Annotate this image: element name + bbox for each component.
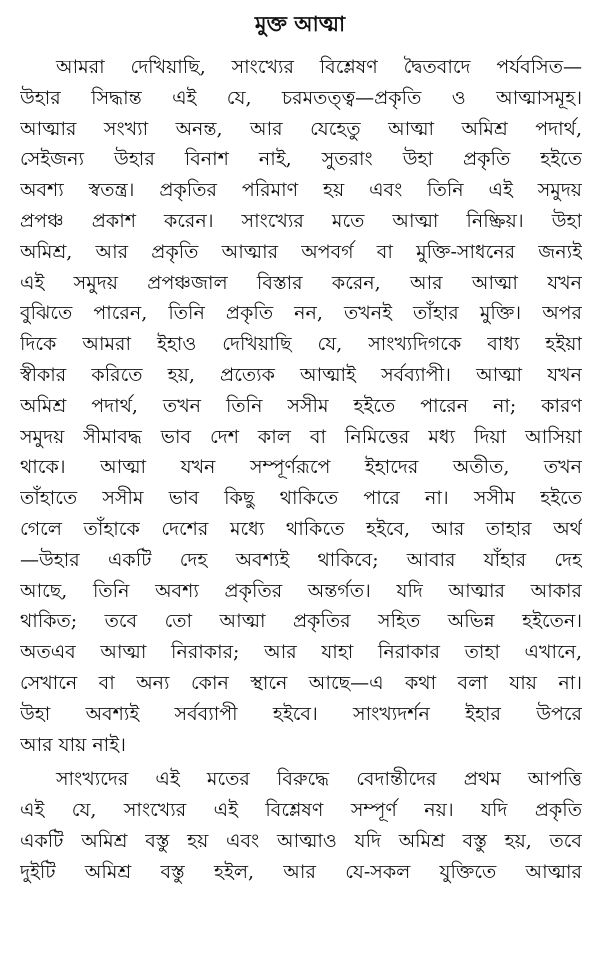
text-line: বুঝিতে পারেন, তিনি প্রকৃতি নন, তখনই তাঁহার মুক্তি। অপর bbox=[20, 302, 582, 325]
text-line: —উহার একটি দেহ অবশ্যই থাকিবে; আবার যাঁহার দেহ bbox=[20, 548, 582, 571]
text-line: স্বীকার করিতে হয়, প্রত্যেক আত্মাই সর্বব্যাপী। আত্মা যখন bbox=[20, 363, 582, 386]
page-title: মুক্ত আত্মা bbox=[254, 11, 346, 36]
body-text bbox=[20, 52, 582, 888]
text-line: সাংখ্যদের এই মতের বিরুদ্ধে বেদান্তীদের প্রথম আপত্তি bbox=[56, 768, 582, 791]
text-line: সমুদয় সীমাবদ্ধ ভাব দেশ কাল বা নিমিত্তের মধ্য দিয়া আসিয়া bbox=[20, 425, 582, 448]
text-line: অমিশ্র পদার্থ, তখন তিনি সসীম হইতে পারেন না; কারণ bbox=[20, 394, 582, 417]
text-line: আত্মার সংখ্যা অনন্ত, আর যেহেতু আত্মা অমিশ্র পদার্থ, bbox=[20, 117, 582, 140]
text-line: উহা অবশ্যই সর্বব্যাপী হইবে। সাংখ্যদর্শন ইহার উপরে bbox=[20, 702, 582, 725]
text-line: এই সমুদয় প্রপঞ্চজাল বিস্তার করেন, আর আত্মা যখন bbox=[20, 271, 582, 294]
text-line: তাঁহাতে সসীম ভাব কিছু থাকিতে পারে না। সসীম হইতে bbox=[20, 487, 582, 510]
text-line: দুইটি অমিশ্র বস্তু হইল, আর যে-সকল যুক্তিতে আত্মার bbox=[20, 860, 582, 883]
text-line: গেলে তাঁহাকে দেশের মধ্যে থাকিতে হইবে, আর তাহার অর্থ bbox=[20, 517, 582, 540]
text-line: এই যে, সাংখ্যের এই বিশ্লেষণ সম্পূর্ণ নয়। যদি প্রকৃতি bbox=[20, 799, 582, 822]
text-line: সেখানে বা অন্য কোন স্থানে আছে—এ কথা বলা যায় না। bbox=[20, 671, 582, 694]
text-line: প্রপঞ্চ প্রকাশ করেন। সাংখ্যের মতে আত্মা নিষ্ক্রিয়। উহা bbox=[20, 209, 582, 232]
text-line: অতএব আত্মা নিরাকার; আর যাহা নিরাকার তাহা এখানে, bbox=[20, 641, 582, 664]
text-line: দিকে আমরা ইহাও দেখিয়াছি যে, সাংখ্যদিগকে বাধ্য হইয়া bbox=[20, 333, 582, 356]
text-line: উহার সিদ্ধান্ত এই যে, চরমতত্ত্ব—প্রকৃতি ও আত্মাসমূহ। bbox=[20, 86, 582, 109]
paragraph-2 bbox=[20, 764, 582, 887]
text-line: থাকিত; তবে তো আত্মা প্রকৃতির সহিত অভিন্ন হইতেন। bbox=[20, 610, 582, 633]
text-line: থাকে। আত্মা যখন সম্পূর্ণরূপে ইহাদের অতীত, তখন bbox=[20, 456, 582, 479]
text-line: আছে, তিনি অবশ্য প্রকৃতির অন্তর্গত। যদি আত্মার আকার bbox=[20, 579, 582, 602]
text-line: আর যায় নাই। bbox=[20, 733, 126, 756]
text-line: অবশ্য স্বতন্ত্র। প্রকৃতির পরিমাণ হয় এবং তিনি এই সমুদয় bbox=[20, 179, 582, 202]
text-line: একটি অমিশ্র বস্তু হয় এবং আত্মাও যদি অমিশ্র বস্তু হয়, তবে bbox=[20, 829, 582, 852]
text-line: সেইজন্য উহার বিনাশ নাই, সুতরাং উহা প্রকৃতি হইতে bbox=[20, 148, 582, 171]
paragraph-1 bbox=[20, 52, 582, 760]
text-line: অমিশ্র, আর প্রকৃতি আত্মার অপবর্গ বা মুক্তি-সাধনের জন্যই bbox=[20, 240, 582, 263]
text-line: আমরা দেখিয়াছি, সাংখ্যের বিশ্লেষণ দ্বৈতবাদে পর্যবসিত— bbox=[56, 56, 582, 78]
